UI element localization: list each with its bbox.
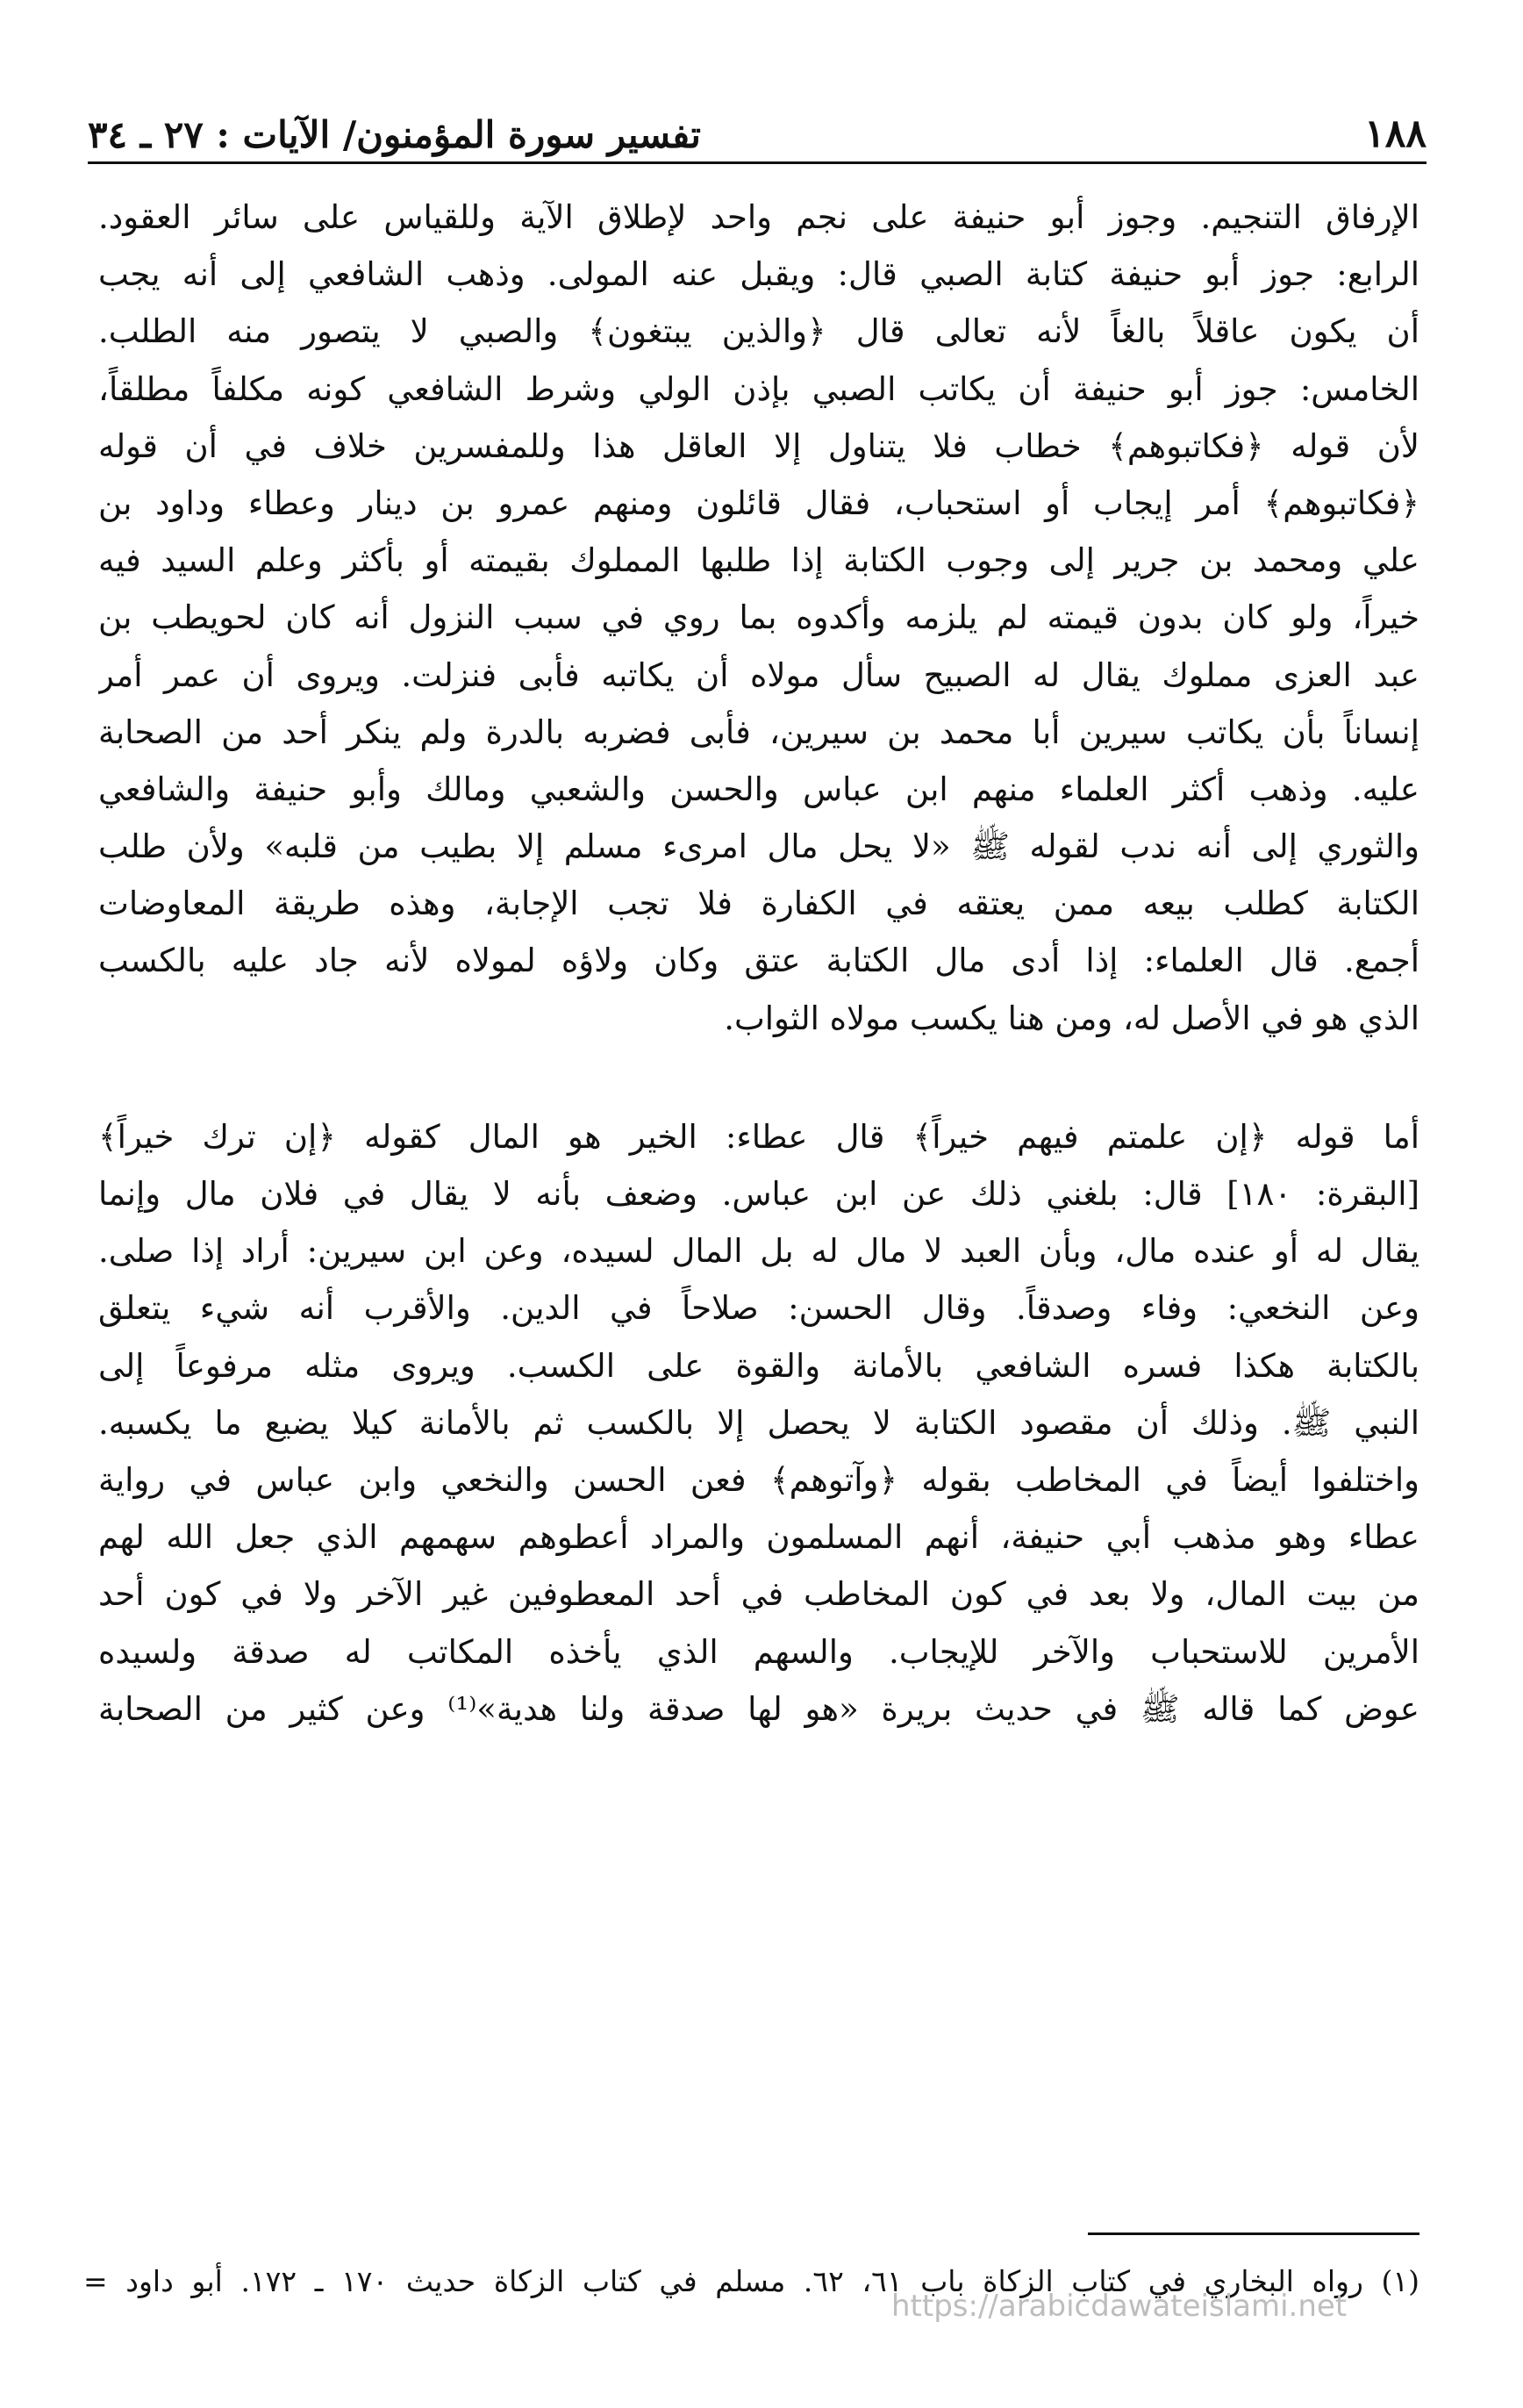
footnote: (١) رواه البخاري في كتاب الزكاة باب ٦١، ٦٢. مسلم في كتاب الزكاة حديث ١٧٠ ـ ١٧٢. أبو داود = xyxy=(83,2264,1419,2298)
text-line: الأمرين للاستحباب والآخر للإيجاب. والسهم الذي يأخذه المكاتب له صدقة ولسيده xyxy=(98,1632,1419,1671)
paragraph-1 xyxy=(98,189,1419,1047)
paragraph-2 xyxy=(98,1108,1419,1738)
text-line: من بيت المال، ولا بعد في كون المخاطب في أحد المعطوفين غير الآخر ولا في كون أحد xyxy=(98,1575,1419,1614)
text-line: ﴿فكاتبوهم﴾ أمر إيجاب أو استحباب، فقال قائلون ومنهم عمرو بن دينار وعطاء وداود بن xyxy=(98,484,1419,522)
header-rule xyxy=(88,161,1426,164)
text-line: واختلفوا أيضاً في المخاطب بقوله ﴿وآتوهم﴾ فعن الحسن والنخعي وابن عباس في رواية xyxy=(98,1460,1419,1499)
text-line: أما قوله ﴿إن علمتم فيهم خيراً﴾ قال عطاء: الخير هو المال كقوله ﴿إن ترك خيراً﴾ xyxy=(98,1117,1419,1156)
text-line: خيراً، ولو كان بدون قيمته لم يلزمه وأكدوه بما روي في سبب النزول أنه كان لحويطب بن xyxy=(98,598,1419,637)
running-title: تفسير سورة المؤمنون/ الآيات : ٢٧ ـ ٣٤ xyxy=(88,113,701,156)
text-line: إنساناً بأن يكاتب سيرين أبا محمد بن سيرين، فأبى فضربه بالدرة ولم ينكر أحد من الصحابة xyxy=(98,713,1419,751)
text-line: علي ومحمد بن جرير إلى وجوب الكتابة إذا طلبها المملوك بقيمته أو بأكثر وعلم السيد فيه xyxy=(98,541,1419,580)
text-line: الذي هو في الأصل له، ومن هنا يكسب مولاه الثواب. xyxy=(724,999,1419,1037)
text-line: أن يكون عاقلاً بالغاً لأنه تعالى قال ﴿والذين يبتغون﴾ والصبي لا يتصور منه الطلب. xyxy=(98,312,1419,351)
text-line: يقال له أو عنده مال، وبأن العبد لا مال له بل المال لسيده، وعن ابن سيرين: أراد إذا صلى. xyxy=(98,1232,1419,1271)
text-line: [البقرة: ١٨٠] قال: بلغني ذلك عن ابن عباس. وضعف بأنه لا يقال في فلان مال وإنما xyxy=(98,1175,1419,1213)
text-line: عبد العزى مملوك يقال له الصبيح سأل مولاه أن يكاتبه فأبى فنزلت. ويروى أن عمر أمر xyxy=(98,656,1419,694)
text-line: لأن قوله ﴿فكاتبوهم﴾ خطاب فلا يتناول إلا العاقل هذا وللمفسرين خلاف في أن قوله xyxy=(98,426,1419,465)
text-line: الخامس: جوز أبو حنيفة أن يكاتب الصبي بإذن الولي وشرط الشافعي كونه مكلفاً مطلقاً، xyxy=(98,369,1419,408)
text-line: عطاء وهو مذهب أبي حنيفة، أنهم المسلمون والمراد أعطوهم سهمهم الذي جعل الله لهم xyxy=(98,1518,1419,1557)
footnote-rule xyxy=(1088,2232,1419,2235)
text-line: عليه. وذهب أكثر العلماء منهم ابن عباس والحسن والشعبي ومالك وأبو حنيفة والشافعي xyxy=(98,770,1419,808)
main-text xyxy=(98,189,1419,1738)
page-header xyxy=(88,104,1426,156)
text-line: النبي ﷺ. وذلك أن مقصود الكتابة لا يحصل إلا بالكسب ثم بالأمانة كيلا يضيع ما يكسبه. xyxy=(98,1403,1419,1442)
text-line: بالكتابة هكذا فسره الشافعي بالأمانة والقوة على الكسب. ويروى مثله مرفوعاً إلى xyxy=(98,1346,1419,1385)
paragraph-gap xyxy=(98,1047,1419,1108)
text-line: وعن النخعي: وفاء وصدقاً. وقال الحسن: صلاحاً في الدين. والأقرب أنه شيء يتعلق xyxy=(98,1289,1419,1328)
text-line: الرابع: جوز أبو حنيفة كتابة الصبي قال: ويقبل عنه المولى. وذهب الشافعي إلى أنه يجب xyxy=(98,255,1419,294)
text-line: أجمع. قال العلماء: إذا أدى مال الكتابة عتق وكان ولاؤه لمولاه لأنه جاد عليه بالكسب xyxy=(98,942,1419,980)
text-line: عوض كما قاله ﷺ في حديث بريرة «هو لها صدقة ولنا هدية»⁽¹⁾ وعن كثير من الصحابة xyxy=(98,1689,1419,1728)
page-number: ١٨٨ xyxy=(1364,111,1426,156)
text-line: الكتابة كطلب بيعه ممن يعتقه في الكفارة فلا تجب الإجابة، وهذه طريقة المعاوضات xyxy=(98,885,1419,923)
text-line: والثوري إلى أنه ندب لقوله ﷺ «لا يحل مال امرىء مسلم إلا بطيب من قلبه» ولأن طلب xyxy=(98,828,1419,866)
text-line: الإرفاق التنجيم. وجوز أبو حنيفة على نجم واحد لإطلاق الآية وللقياس على سائر العقود. xyxy=(98,198,1419,236)
watermark-url: https://arabicdawateislami.net xyxy=(891,2289,1348,2324)
